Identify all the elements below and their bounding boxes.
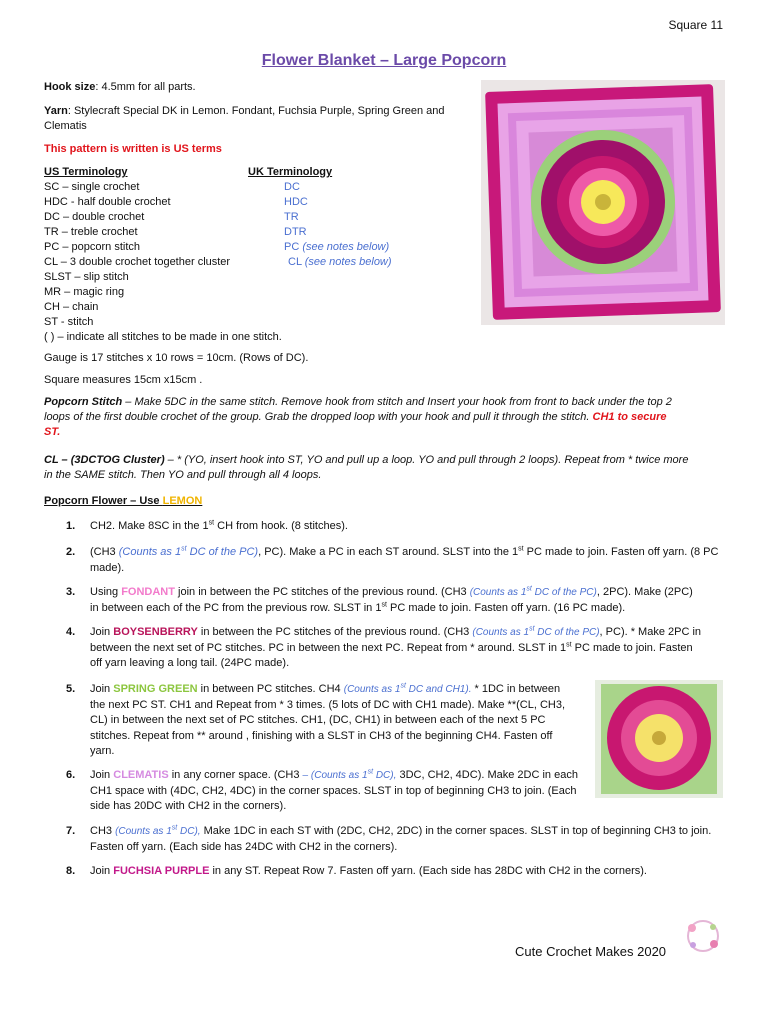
square-measure: Square measures 15cm x15cm . <box>44 374 203 386</box>
gauge: Gauge is 17 stitches x 10 rows = 10cm. (Rows of DC). <box>44 352 309 364</box>
term-us: SC – single crochet <box>44 181 140 193</box>
square-number: Square 11 <box>668 18 723 32</box>
term-us: MR – magic ring <box>44 286 125 298</box>
flower-heading: Popcorn Flower – Use LEMON <box>44 495 203 507</box>
term-us: HDC - half double crochet <box>44 196 171 208</box>
terms-note: This pattern is written is US terms <box>44 143 222 155</box>
term-us: TR – treble crochet <box>44 226 138 238</box>
term-us: SLST – slip stitch <box>44 271 129 283</box>
term-uk: DTR <box>284 226 307 238</box>
term-us: CH – chain <box>44 301 99 313</box>
footer-credit: Cute Crochet Makes 2020 <box>515 944 667 959</box>
term-uk: CL (see notes below) <box>288 256 392 268</box>
page-title: Flower Blanket – Large Popcorn <box>261 52 507 69</box>
flower-photo <box>595 680 723 798</box>
term-us: DC – double crochet <box>44 211 145 223</box>
cluster-note: CL – (3DCTOG Cluster) – * (YO, insert hook into ST, YO and pull up a loop. YO and pull through 2 loops). Repeat from * twice more in the SAME stitch. Then YO and pull through all 4 loops. <box>44 454 689 481</box>
term-us: PC – popcorn stitch <box>44 241 140 253</box>
popcorn-stitch-note: Popcorn Stitch – Make 5DC in the same stitch. Remove hook from stitch and Insert your hook from front to back under the top 2 loops of the first double crochet of the group. Grab the dropped loop with your hook and pull it through the stitch. CH1 to secure ST. <box>44 396 672 438</box>
term-uk: PC (see notes below) <box>284 241 390 253</box>
term-uk: DC <box>284 181 300 193</box>
term-us: CL – 3 double crochet together cluster <box>44 256 231 268</box>
brand-logo <box>683 918 723 954</box>
hook-size: Hook size: 4.5mm for all parts. <box>44 81 196 93</box>
yarn-info: Yarn: Stylecraft Special DK in Lemon. Fondant, Fuchsia Purple, Spring Green and Clematis <box>44 105 445 132</box>
term-uk: HDC <box>284 196 308 208</box>
term-us: ( ) – indicate all stitches to be made in one stitch. <box>44 331 282 343</box>
crochet-square-photo <box>481 80 725 325</box>
term-us: ST - stitch <box>44 316 94 328</box>
term-uk: TR <box>284 211 299 223</box>
us-terminology-header: US Terminology <box>44 166 128 178</box>
uk-terminology-header: UK Terminology <box>248 166 333 178</box>
